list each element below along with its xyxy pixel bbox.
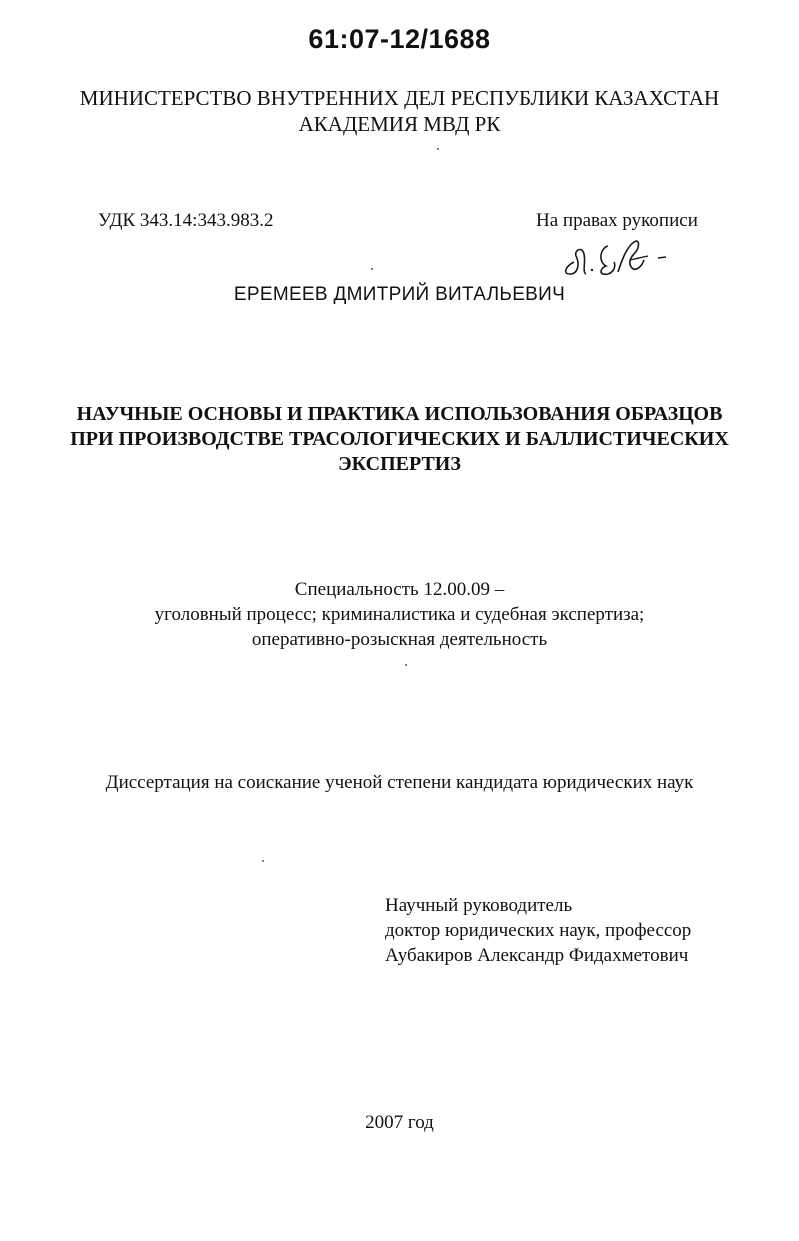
- handwritten-signature: [556, 232, 676, 280]
- publication-year: 2007 год: [365, 1112, 434, 1133]
- supervisor-role: Научный руководитель: [385, 895, 573, 916]
- specialty-code: Специальность 12.00.09 –: [294, 579, 505, 600]
- organization-header: [0, 85, 799, 137]
- title-line: НАУЧНЫЕ ОСНОВЫ И ПРАКТИКА ИСПОЛЬЗОВАНИЯ ОБРАЗЦОВ: [76, 403, 723, 425]
- organization-line-ministry: МИНИСТЕРСТВО ВНУТРЕННИХ ДЕЛ РЕСПУБЛИКИ КАЗАХСТАН: [79, 86, 720, 110]
- scan-speck: [437, 148, 439, 150]
- title-line: ЭКСПЕРТИЗ: [338, 453, 461, 475]
- degree-statement: Диссертация на соискание ученой степени кандидата юридических наук: [105, 772, 694, 793]
- archive-code: 61:07-12/1688: [308, 24, 491, 54]
- dissertation-title: [0, 402, 799, 477]
- supervisor-block: [385, 893, 691, 968]
- supervisor-credentials: доктор юридических наук, профессор: [385, 920, 692, 941]
- scan-speck: [262, 860, 264, 862]
- organization-line-academy: АКАДЕМИЯ МВД РК: [298, 112, 501, 136]
- manuscript-rights-note: На правах рукописи: [536, 210, 698, 231]
- author-name: ЕРЕМЕЕВ ДМИТРИЙ ВИТАЛЬЕВИЧ: [233, 284, 566, 305]
- specialty-block: [0, 577, 799, 652]
- specialty-description: уголовный процесс; криминалистика и судебная экспертиза;: [154, 604, 645, 625]
- title-line: ПРИ ПРОИЗВОДСТВЕ ТРАСОЛОГИЧЕСКИХ И БАЛЛИСТИЧЕСКИХ: [70, 428, 729, 450]
- scan-speck: [405, 664, 407, 666]
- specialty-description: оперативно-розыскная деятельность: [251, 629, 548, 650]
- supervisor-name: Аубакиров Александр Фидахметович: [385, 945, 689, 966]
- scan-speck: [371, 268, 373, 270]
- udk-code: УДК 343.14:343.983.2: [98, 210, 274, 231]
